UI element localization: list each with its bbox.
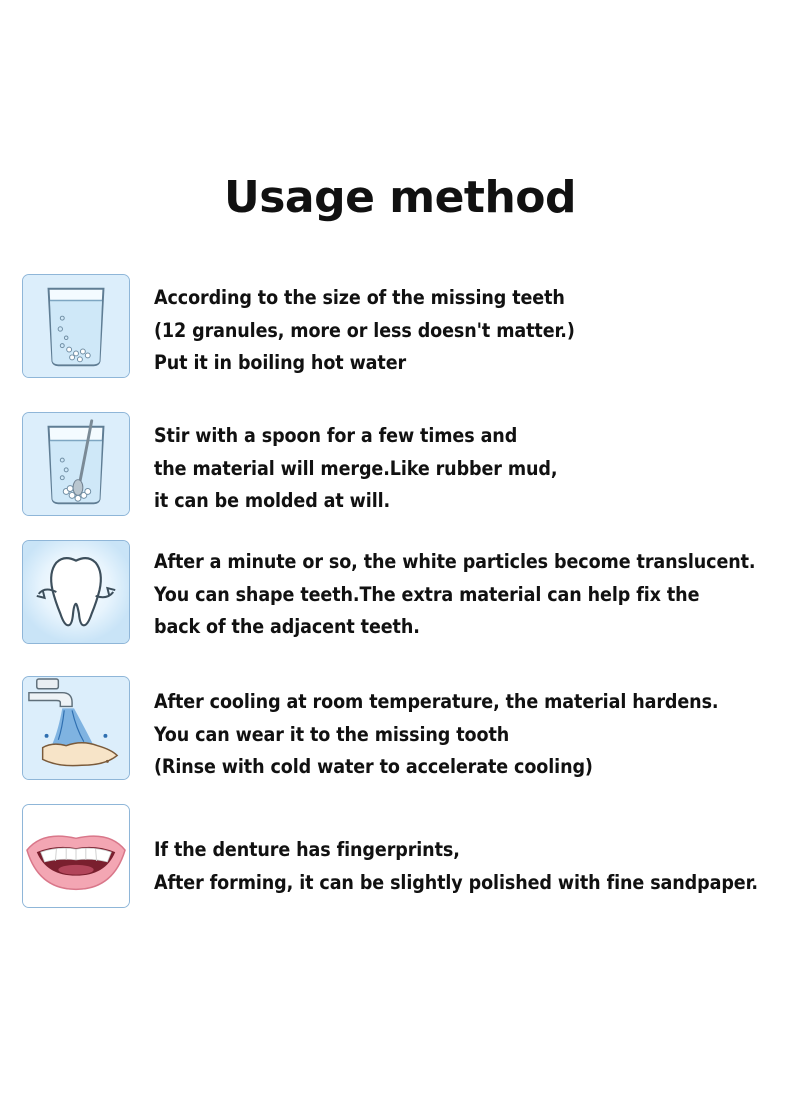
step-text-line: (12 granules, more or less doesn't matter.) [154, 318, 575, 342]
step-text-line: You can wear it to the missing tooth [154, 722, 510, 746]
step-text-line: According to the size of the missing teeth [154, 286, 565, 309]
step-5-text [154, 834, 794, 899]
step-text-line: (Rinse with cold water to accelerate cooling) [154, 755, 593, 778]
step-4-text [154, 686, 794, 784]
glass-granules-icon [22, 274, 130, 378]
page-title: Usage method [223, 172, 577, 223]
glass-spoon-stir-icon [22, 412, 130, 516]
step-text-line: You can shape teeth.The extra material can help fix the [154, 582, 700, 606]
smiling-mouth-icon [22, 804, 130, 908]
faucet-rinse-icon [22, 676, 130, 780]
step-text-line: it can be molded at will. [154, 489, 391, 512]
step-text-line: After a minute or so, the white particles become translucent. [154, 550, 756, 573]
step-text-line: After cooling at room temperature, the material hardens. [154, 690, 719, 713]
step-text-line: Stir with a spoon for a few times and [154, 424, 518, 447]
step-text-line: the material will merge.Like rubber mud, [154, 456, 558, 480]
step-text-line: Put it in boiling hot water [154, 351, 407, 374]
step-3-text [154, 546, 794, 644]
step-text-line: After forming, it can be slightly polished with fine sandpaper. [154, 870, 758, 894]
step-text-line: back of the adjacent teeth. [154, 615, 420, 638]
step-text-line: If the denture has fingerprints, [154, 838, 460, 861]
step-1-text [154, 282, 794, 380]
tooth-shaping-icon [22, 540, 130, 644]
step-2-text [154, 420, 794, 518]
